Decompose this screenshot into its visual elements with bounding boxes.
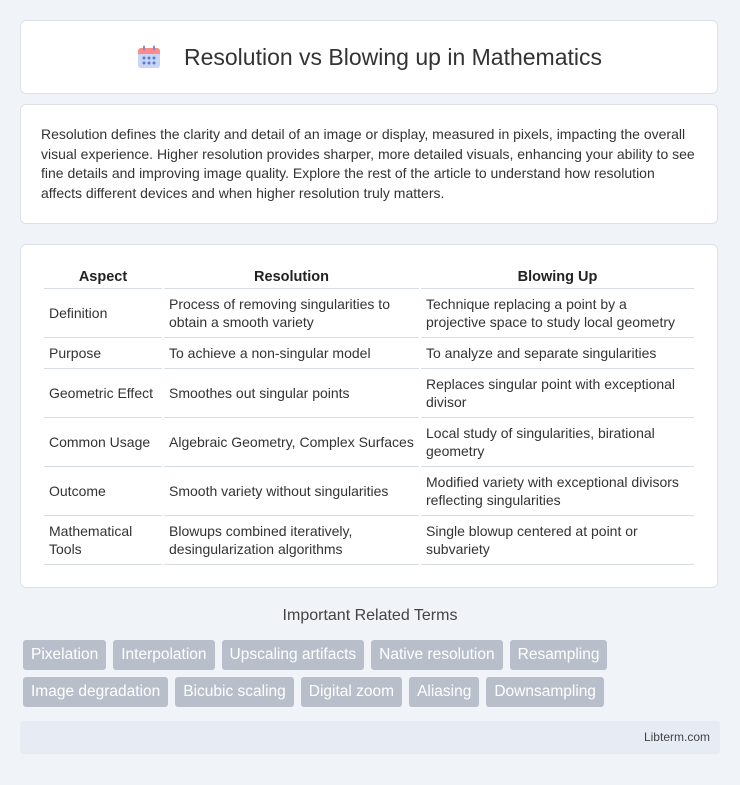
cell-aspect: Geometric Effect — [44, 369, 162, 418]
table-row — [44, 369, 694, 418]
cell-resolution: Smoothes out singular points — [164, 369, 419, 418]
table-row — [44, 418, 694, 467]
comparison-table — [42, 265, 696, 565]
comparison-table-card — [20, 244, 718, 588]
cell-resolution: Process of removing singularities to obtain a smooth variety — [164, 289, 419, 338]
cell-resolution: To achieve a non-singular model — [164, 338, 419, 369]
table-row — [44, 338, 694, 369]
footer — [20, 721, 720, 754]
cell-aspect: Definition — [44, 289, 162, 338]
cell-aspect: Mathematical Tools — [44, 516, 162, 565]
cell-blowing-up: To analyze and separate singularities — [421, 338, 694, 369]
tag-pixelation[interactable]: Pixelation — [23, 640, 106, 670]
intro-card — [20, 104, 718, 224]
table-row — [44, 289, 694, 338]
cell-resolution: Smooth variety without singularities — [164, 467, 419, 516]
related-terms-title: Important Related Terms — [282, 607, 458, 624]
tag-row — [23, 677, 723, 707]
calendar-grid-icon — [136, 44, 162, 70]
related-terms-tags — [23, 640, 723, 714]
tag-native-resolution[interactable]: Native resolution — [371, 640, 502, 670]
cell-blowing-up: Modified variety with exceptional divisors reflecting singularities — [421, 467, 694, 516]
tag-aliasing[interactable]: Aliasing — [409, 677, 479, 707]
header-card — [20, 20, 718, 94]
tag-downsampling[interactable]: Downsampling — [486, 677, 604, 707]
table-row — [44, 516, 694, 565]
cell-blowing-up: Technique replacing a point by a projective space to study local geometry — [421, 289, 694, 338]
tag-interpolation[interactable]: Interpolation — [113, 640, 214, 670]
tag-digital-zoom[interactable]: Digital zoom — [301, 677, 402, 707]
tag-image-degradation[interactable]: Image degradation — [23, 677, 168, 707]
cell-blowing-up: Single blowup centered at point or subvariety — [421, 516, 694, 565]
tag-upscaling-artifacts[interactable]: Upscaling artifacts — [222, 640, 365, 670]
footer-site-link[interactable]: Libterm.com — [643, 730, 710, 744]
table-header-row — [44, 265, 694, 289]
cell-blowing-up: Replaces singular point with exceptional divisor — [421, 369, 694, 418]
cell-aspect: Outcome — [44, 467, 162, 516]
tag-row — [23, 640, 723, 670]
cell-aspect: Common Usage — [44, 418, 162, 467]
header-resolution: Resolution — [164, 265, 419, 289]
cell-resolution: Blowups combined iteratively, desingularization algorithms — [164, 516, 419, 565]
cell-resolution: Algebraic Geometry, Complex Surfaces — [164, 418, 419, 467]
header-blowing-up: Blowing Up — [421, 265, 694, 289]
tag-bicubic-scaling[interactable]: Bicubic scaling — [175, 677, 294, 707]
tag-resampling[interactable]: Resampling — [510, 640, 608, 670]
page-title: Resolution vs Blowing up in Mathematics — [183, 43, 603, 70]
table-row — [44, 467, 694, 516]
cell-blowing-up: Local study of singularities, birational geometry — [421, 418, 694, 467]
cell-aspect: Purpose — [44, 338, 162, 369]
header-aspect: Aspect — [44, 265, 162, 289]
intro-text: Resolution defines the clarity and detail of an image or display, measured in pixels, impacting the overall visual experience. Higher resolution provides sharper, more detailed visuals, enhancing your ability to see fine details and improving image quality. Explore the rest of the article to understand how resolution affects different devices and when higher resolution truly matters. — [41, 126, 695, 201]
